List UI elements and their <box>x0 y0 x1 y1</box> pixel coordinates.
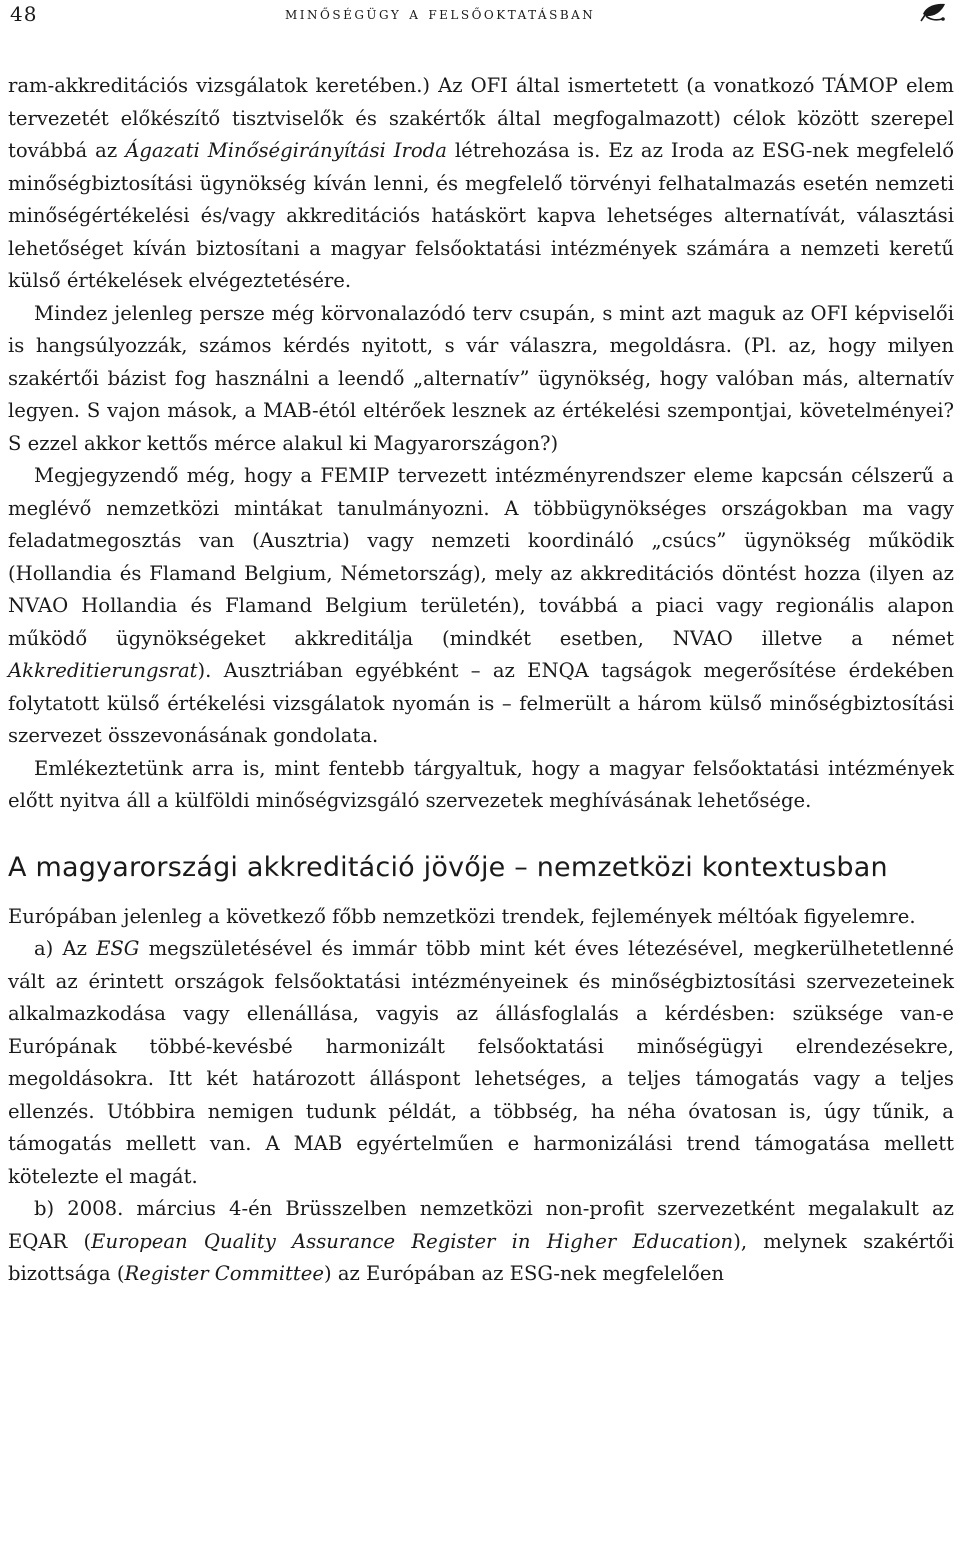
running-title: minőségügy a felsőoktatásban <box>285 4 596 24</box>
text-run: a) Az <box>34 937 97 960</box>
italic-term: Akkreditierungsrat <box>8 659 198 682</box>
text-run: ). Ausztriában egyébként – az ENQA tagságok megerősítése érdekében folytatott külső értékelési vizsgálatok nyomán is – felmerült a három külső minőségbiztosítási szervezet összevonásának gondolata. <box>8 659 954 747</box>
section-heading: A magyarországi akkreditáció jövője – nemzetközi kontextusban <box>8 851 888 883</box>
paragraph-1 <box>8 70 954 298</box>
leaf-ornament-icon <box>920 0 948 24</box>
page-body <box>8 70 954 1291</box>
text-run: ram-akkreditációs vizsgálatok keretében.) Az OFI által ismertetett (a vonatkozó TÁMOP elem tervezetét előkészítő tisztviselők és szakértők által megfogalmazott) célok között szerepel továbbá az <box>8 74 954 162</box>
text-run: b) 2008. március 4-én Brüsszelben nemzetközi non-profit szervezetként megalakult az EQAR ( <box>8 1197 954 1253</box>
italic-term: European Quality Assurance Register in Higher Education <box>91 1229 734 1253</box>
italic-term: Register Committee <box>124 1262 324 1285</box>
paragraph-2: Mindez jelenleg persze még körvonalazódó terv csupán, s mint azt maguk az OFI képviselői is hangsúlyozzák, számos kérdés nyitott, s vár válaszra, megoldásra. (Pl. az, hogy milyen szakértői bázist fog használni a leendő „alternatív” ügynökség, hogy valóban más, alternatív legyen. S vajon mások, a MAB-étól eltérőek lesznek az értékelési szempontjai, követelményei? S ezzel akkor kettős mérce alakul ki Magyarországon?) <box>8 301 954 455</box>
text-run: Megjegyzendő még, hogy a FEMIP tervezett intézményrendszer eleme kapcsán célszerű a meglévő nemzetközi mintákat tanulmányozni. A többügynökséges országokban ma vagy feladatmegosztás van (Ausztria) vagy nemzeti koordináló „csúcs” ügynökség működik (Hollandia és Flamand Belgium, Németország), mely az akkreditációs döntést hozza (ilyen az NVAO Hollandia és Flamand Belgium területén), továbbá a piaci vagy regionális alapon működő ügynökségeket akkreditálja (mindkét esetben, NVAO illetve a német <box>8 464 954 650</box>
page-number: 48 <box>10 2 38 26</box>
text-run: ) az Európában az ESG-nek megfelelően <box>323 1262 725 1285</box>
page-header <box>0 0 960 34</box>
paragraph-7 <box>8 1193 954 1291</box>
italic-term: Ágazati Minőségirányítási Iroda <box>125 139 447 162</box>
paragraph-3 <box>8 460 954 753</box>
paragraph-6 <box>8 933 954 1193</box>
italic-term: ESG <box>96 937 140 960</box>
text-run: létrehozása is. Ez az Iroda az ESG-nek megfelelő minőségbiztosítási ügynökség kíván lenni, és megfelelő törvényi felhatalmazás esetén nemzeti minőségértékelési és/vagy akkreditációs hatáskört kapva lehetséges alternatívát, választási lehetőséget kíván biztosítani a magyar felsőoktatási intézmények számára a nemzeti keretű külső értékelések elvégeztetésére. <box>8 139 954 292</box>
paragraph-5: Európában jelenleg a következő főbb nemzetközi trendek, fejlemények méltóak figyelemre. <box>8 904 916 928</box>
paragraph-4: Emlékeztetünk arra is, mint fentebb tárgyaltuk, hogy a magyar felsőoktatási intézmények előtt nyitva áll a külföldi minőségvizsgáló szervezetek meghívásának lehetősége. <box>8 756 954 812</box>
text-run: ), melynek szakértői bizottsága ( <box>8 1229 954 1285</box>
text-run: megszületésével és immár több mint két éves létezésével, megkerülhetetlenné vált az érintett országok felsőoktatási intézményeinek és minőségbiztosítási szervezeteinek alkalmazkodása vagy ellenállása, vagyis az állásfoglalás a kérdésben: szüksége van-e Európának többé-kevésbé harmonizált felsőoktatási minőségügyi elrendezésekre, megoldásokra. Itt két határozott álláspont lehetséges, a teljes támogatás vagy a teljes ellenzés. Utóbbira nemigen tudunk példát, a többség, ha néha óvatosan is, úgy tűnik, a támogatás mellett van. A MAB egyértelműen e harmonizálási trend támogatása mellett kötelezte el magát. <box>8 937 954 1188</box>
